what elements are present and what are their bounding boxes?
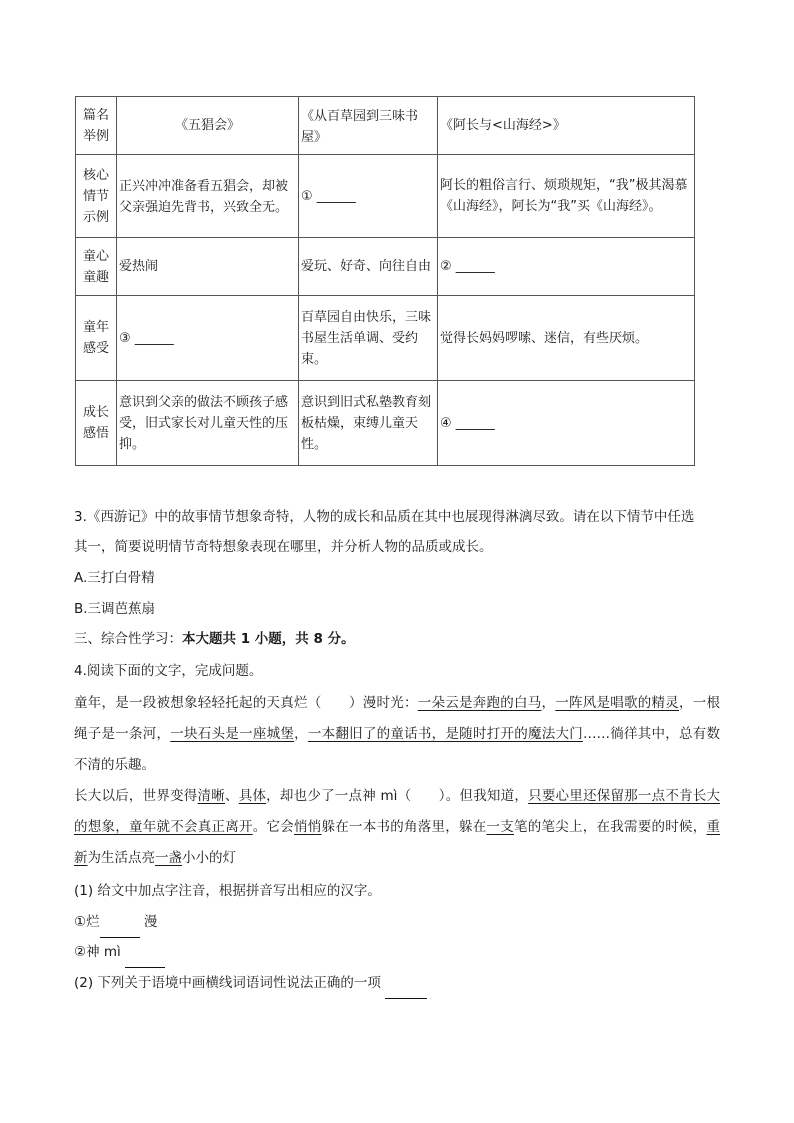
underlined-phrase: 一阵风是唱歌的精灵 (555, 695, 679, 711)
sub-question-1a-after: 漫 (139, 914, 158, 930)
answer-blank[interactable] (125, 937, 165, 968)
table-cell: 正兴冲冲准备看五猖会，却被父亲强迫先背书，兴致全无。 (117, 155, 299, 238)
table-cell: 意识到父亲的做法不顾孩子感受，旧式家长对儿童天性的压抑。 (117, 381, 299, 466)
sub-question-2-text: (2) 下列关于语境中画横线词语词性说法正确的一项 (74, 975, 386, 991)
passage-text: ， (294, 726, 308, 742)
passage-text: 小小的灯 (182, 850, 236, 866)
blank-cell-1: ① ______ (299, 155, 438, 238)
passage-paragraph-1 (74, 688, 720, 781)
underlined-phrase: 一块石头是一座城堡 (170, 726, 295, 742)
row-label-plot: 核心情节示例 (76, 155, 117, 238)
passage-text: ，一根绳子是一条河， (74, 695, 720, 742)
table-cell: 爱热闹 (117, 238, 299, 296)
table-cell: 爱玩、好奇、向往自由 (299, 238, 438, 296)
underlined-phrase: 只要心里还保留那一点不肯长大的想象，童年就不会真正离开 (74, 788, 721, 835)
sub-question-1b-text: ②神 mì (74, 944, 126, 960)
sub-question-1b (74, 937, 724, 968)
passage-text: 为生活点亮 (87, 850, 155, 866)
section-heading-score: 本大题共 1 小题，共 8 分。 (182, 631, 355, 647)
passage-text: 长大以后，世界变得 (74, 788, 198, 804)
row-label-fun: 童心童趣 (76, 238, 117, 296)
row-label-feeling: 童年感受 (76, 296, 117, 381)
underlined-phrase: 清晰 (197, 788, 225, 804)
passage-text: 躲在一本书的角落里，躲在 (321, 819, 487, 835)
sub-question-2 (74, 968, 724, 999)
underlined-phrase: 一朵云是奔跑的白马 (417, 695, 542, 711)
table-row (76, 296, 695, 381)
sub-question-1a-text: ①烂 (74, 914, 100, 930)
header-col-3: 《阿长与<山海经>》 (438, 97, 695, 155)
underlined-phrase: 悄悄 (294, 819, 322, 835)
header-corner-cell: 篇名举例 (76, 97, 117, 155)
q4-title: 4.阅读下面的文字，完成问题。 (74, 663, 263, 679)
passage-text: ，却也少了一点神 mì（ ）。但我知道， (266, 788, 529, 804)
blank-cell-3: ③ ______ (117, 296, 299, 381)
passage-text: 笔的笔尖上，在我需要的时候， (514, 819, 707, 835)
table-row (76, 155, 695, 238)
underlined-phrase: 具体 (238, 788, 267, 804)
header-col-2: 《从百草园到三味书屋》 (299, 97, 438, 155)
blank-cell-4: ④ ______ (438, 381, 695, 466)
table-row (76, 381, 695, 466)
sub-question-1: (1) 给文中加点字注音，根据拼音写出相应的汉字。 (74, 883, 381, 899)
answer-blank[interactable] (100, 907, 140, 938)
blank-cell-2: ② ______ (438, 238, 695, 296)
q3-line-1: 3.《西游记》中的故事情节想象奇特，人物的成长和品质在其中也展现得淋漓尽致。请在以下情节中任选 (74, 509, 695, 525)
passage-text: 童年，是一段被想象轻轻托起的天真烂（ ）漫时光： (74, 695, 418, 711)
underlined-phrase: 一盏 (155, 850, 182, 866)
section-heading-prefix: 三、综合性学习： (74, 631, 182, 647)
q3-line-2: 其一，简要说明情节奇特想象表现在哪里，并分析人物的品质或成长。 (74, 539, 493, 555)
table-cell: 百草园自由快乐，三味书屋生活单调、受约束。 (299, 296, 438, 381)
underlined-phrase: 一本翻旧了的童话书，是随时打开的魔法大门 (307, 726, 583, 742)
q3-option-a: A.三打白骨精 (74, 570, 155, 586)
table-row (76, 238, 695, 296)
passage-text: ， (541, 695, 556, 711)
comparison-table (75, 96, 695, 466)
section-heading (74, 624, 724, 654)
answer-blank[interactable] (385, 968, 427, 999)
table-cell: 意识到旧式私塾教育刻板枯燥，束缚儿童天性。 (299, 381, 438, 466)
header-col-1: 《五猖会》 (117, 97, 299, 155)
sub-question-1a (74, 907, 724, 938)
row-label-insight: 成长感悟 (76, 381, 117, 466)
passage-text: ……徜徉其中，总有数不清的乐趣。 (74, 726, 721, 773)
underlined-phrase: 重新 (74, 819, 720, 866)
table-cell: 觉得长妈妈啰嗦、迷信，有些厌烦。 (438, 296, 695, 381)
q3-option-b: B.三调芭蕉扇 (74, 601, 156, 617)
underlined-phrase: 一支 (486, 819, 514, 835)
passage-paragraph-2 (74, 781, 720, 874)
table-cell: 阿长的粗俗言行、烦琐规矩，“我”极其渴慕《山海经》，阿长为“我”买《山海经》。 (438, 155, 695, 238)
passage-text: 、 (224, 788, 239, 804)
passage-text: 。它会 (252, 819, 294, 835)
table-header-row (76, 97, 695, 155)
